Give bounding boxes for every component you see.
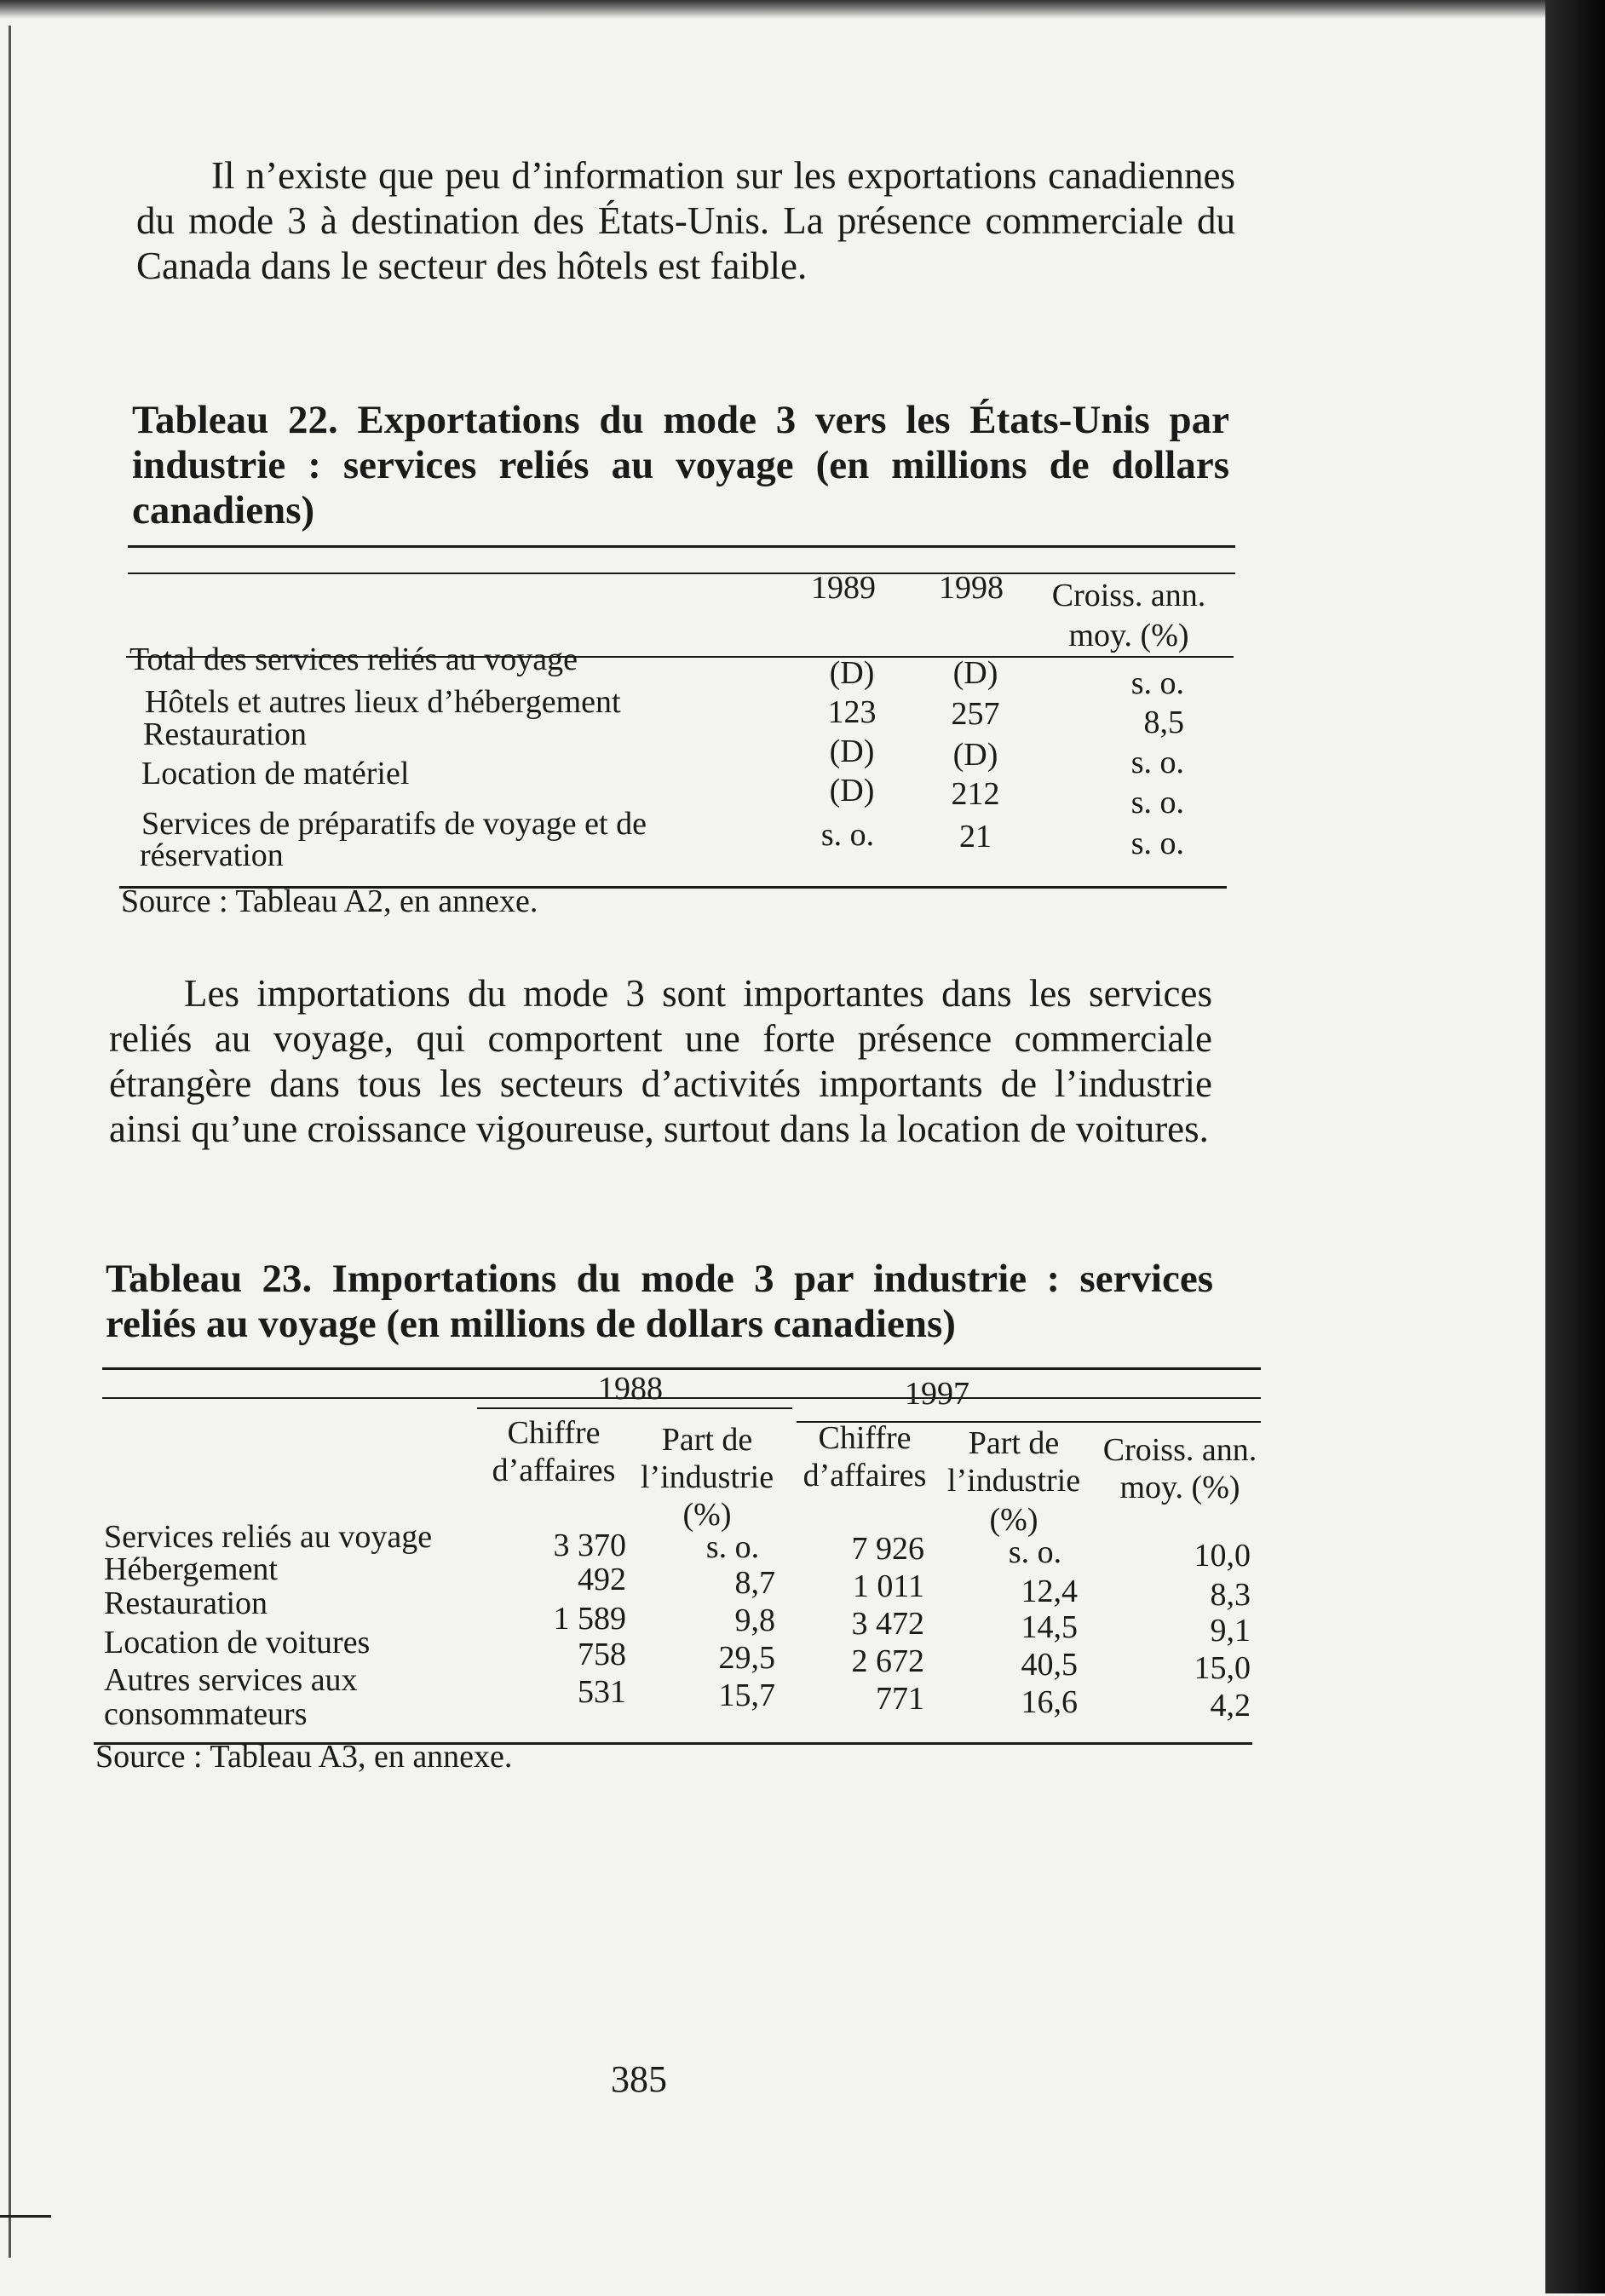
table22-row-label: Services de préparatifs de voyage et de [141,806,647,842]
table22-cell: 123 [827,694,877,730]
table23-cell: 8,3 [1210,1577,1251,1613]
table22-cell: s. o. [1130,826,1184,861]
table23-row-label: Services reliés au voyage [104,1519,433,1555]
table23-row-label: Hébergement [104,1551,278,1587]
table23-cell: s. o. [705,1529,760,1565]
paragraph-exportations [136,153,1235,289]
table23-header: (%) [682,1497,732,1533]
table23-header: (%) [989,1502,1038,1538]
table23-cell: 3 370 [553,1528,626,1563]
table23-header: l’industrie [946,1463,1081,1499]
table23-cell: 12,4 [1021,1574,1078,1609]
table22-caption: Tableau 22. Exportations du mode 3 vers les États-Unis par industrie : services reliés au voyage (en millions de dollars canadiens) [132,398,1229,532]
table23-cell: s. o. [1008,1534,1062,1570]
table22-cell: s. o. [1130,745,1184,780]
page-number: 385 [611,2058,667,2100]
table23-header: d’affaires [802,1458,927,1493]
table23-cell: 531 [578,1674,626,1710]
table22-row-label: Location de matériel [141,756,410,791]
table23-cell: 29,5 [718,1640,775,1676]
table22-cell: s. o. [1130,785,1184,820]
table23-row-label: Autres services aux [104,1662,358,1698]
table23-cell: 40,5 [1021,1647,1078,1683]
table22-source: Source : Tableau A2, en annexe. [121,883,538,919]
table23-header: l’industrie [640,1459,774,1495]
table22-header-1989: 1989 [811,570,876,606]
table23-header: moy. (%) [1119,1470,1240,1505]
paragraph-importations [109,971,1212,1152]
table23-1988-span-rule [477,1407,792,1409]
table23-cell: 1 589 [553,1601,626,1637]
table22-row-label: Hôtels et autres lieux d’hébergement [145,684,621,720]
table22-cell: (D) [952,737,998,773]
table23-header: Chiffre [818,1420,912,1456]
table23-row-label-cont: consommateurs [104,1696,308,1732]
table22-cell: 21 [959,819,992,855]
scan-edge-left [9,26,11,2258]
table23-row-label: Location de voitures [104,1625,371,1660]
table22-cell: 257 [951,696,1000,732]
table23-year-1988: 1988 [598,1371,663,1407]
table23-cell: 771 [876,1681,924,1717]
table22-cell: (D) [952,655,998,691]
table23-cell: 3 472 [851,1606,924,1642]
table23-year-1997: 1997 [905,1376,969,1412]
table23-header: Part de [968,1425,1060,1461]
table23-caption: Tableau 23. Importations du mode 3 par industrie : services reliés au voyage (en millions de dollars canadiens) [106,1257,1213,1346]
table23-cell: 8,7 [734,1565,775,1601]
table23-header: Chiffre [507,1415,601,1451]
table22-cell: (D) [829,734,875,769]
table23-cell: 1 011 [852,1568,924,1604]
table22-header-1998: 1998 [939,570,1004,606]
table23-header: Part de [661,1422,753,1458]
table23-cell: 9,8 [734,1603,775,1638]
table22-header-growth: Croiss. ann. [1051,578,1206,613]
table22-top-rule [128,545,1235,548]
table23-header: d’affaires [492,1453,616,1488]
scan-shadow-right [1545,0,1605,2293]
table23-cell: 15,0 [1194,1650,1251,1686]
table22-row-label: Total des services reliés au voyage [129,642,578,677]
table22-row-label: Restauration [143,716,308,752]
paragraph-importations-text: Les importations du mode 3 sont importantes dans les services reliés au voyage, qui comportent une forte présence commerciale étrangère dans tous les secteurs d’activités importants de l’industrie ainsi qu’une croissance vigoureuse, surtout dans la location de voitures. [109,972,1212,1150]
paragraph-exportations-text: Il n’existe que peu d’information sur les exportations canadiennes du mode 3 à destination des États-Unis. La présence commerciale du Canada dans le secteur des hôtels est faible. [136,154,1235,287]
table22-row-label-cont: réservation [140,837,284,873]
table22-cell: 212 [951,776,1000,812]
table23-cell: 492 [578,1562,626,1597]
table22-thin-rule [128,573,1235,574]
table23-source: Source : Tableau A3, en annexe. [95,1739,513,1775]
table23-cell: 16,6 [1021,1684,1078,1720]
table22-cell: s. o. [820,817,875,853]
table23-cell: 2 672 [851,1643,924,1679]
table23-cell: 10,0 [1194,1538,1251,1574]
scan-shadow-top [0,0,1605,19]
table23-cell: 7 926 [851,1531,924,1567]
table22-cell: s. o. [1130,665,1184,701]
table23-cell: 9,1 [1210,1613,1251,1649]
table23-cell: 14,5 [1021,1609,1078,1645]
table22-cell: (D) [829,655,875,691]
table22-cell: 8,5 [1143,705,1184,740]
table23-row-label: Restauration [104,1585,268,1621]
table23-cell: 15,7 [718,1677,775,1713]
table22-header-growth-2: moy. (%) [1068,618,1189,653]
table23-cell: 758 [578,1637,626,1672]
table22-cell: (D) [829,773,875,808]
scan-edge-bottom-left [0,2215,51,2296]
table23-cell: 4,2 [1210,1688,1251,1723]
table23-header: Croiss. ann. [1102,1432,1257,1468]
